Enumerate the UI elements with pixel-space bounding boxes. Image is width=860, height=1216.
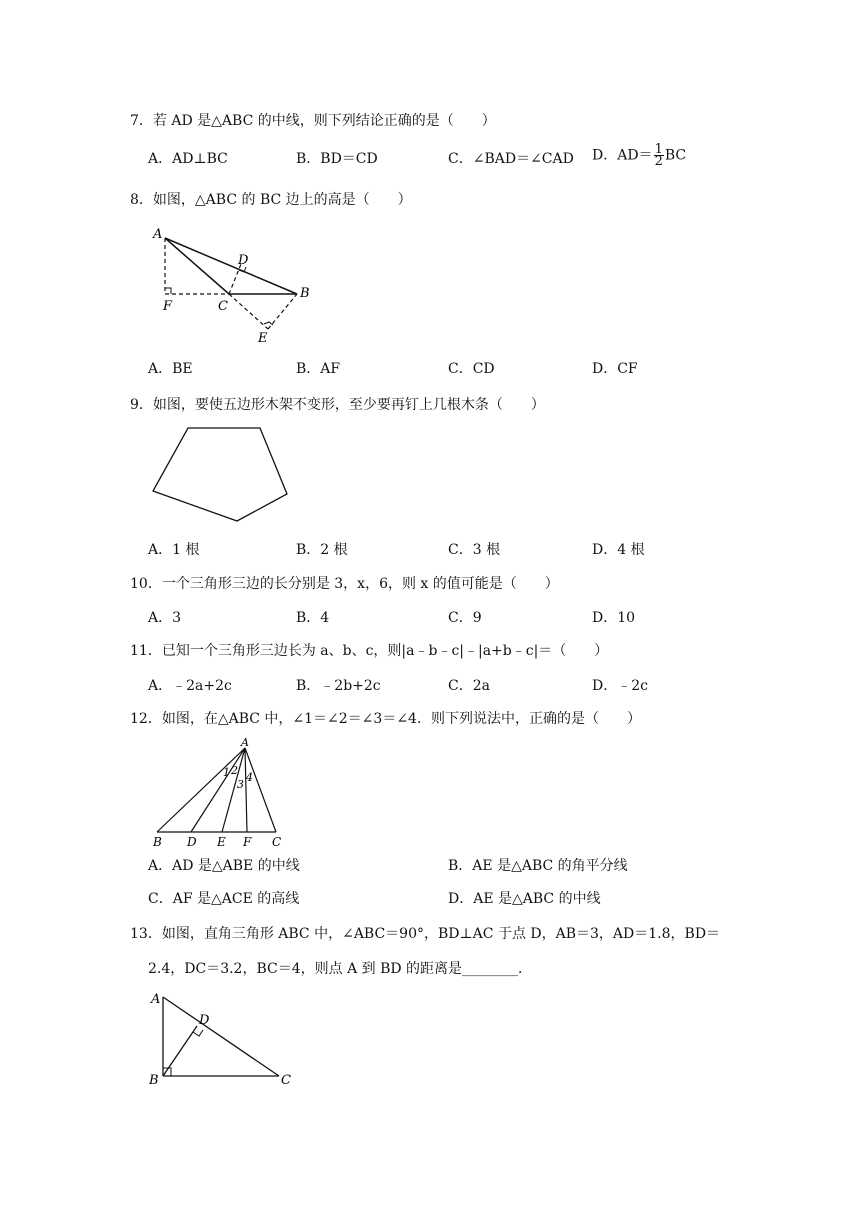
q11-stem: 11．已知一个三角形三边长为 a、b、c，则|a﹣b﹣c|﹣|a+b﹣c|＝（ ）	[130, 643, 609, 659]
right-angle-e	[264, 322, 273, 325]
label-b: B	[153, 835, 162, 849]
q12-stem: 12．如图，在△ABC 中，∠1＝∠2＝∠3＝∠4．则下列说法中，正确的是（ ）	[130, 711, 641, 727]
q7-option-d-prefix: D．AD＝	[592, 147, 653, 164]
q10-option-a[interactable]: A．3	[148, 610, 182, 626]
label-d: D	[199, 1013, 210, 1028]
q8-option-a[interactable]: A．BE	[148, 361, 193, 377]
q9-option-b[interactable]: B．2 根	[296, 542, 348, 558]
q12-option-c[interactable]: C．AF 是△ACE 的高线	[148, 891, 300, 907]
angle-1-label: 1	[223, 766, 230, 779]
q9-pentagon-figure	[150, 425, 295, 525]
q9-option-a[interactable]: A．1 根	[148, 542, 200, 558]
q10-option-b[interactable]: B．4	[296, 610, 330, 626]
angle-3-label: 3	[237, 778, 244, 791]
fraction-numerator: 1	[654, 142, 663, 157]
q13-figure	[145, 987, 300, 1092]
q10-stem: 10．一个三角形三边的长分别是 3，x，6，则 x 的值可能是（ ）	[130, 576, 559, 592]
q10-option-d[interactable]: D．10	[592, 610, 636, 626]
height-be	[268, 294, 297, 329]
segment-ac	[245, 748, 276, 832]
extension-ce	[229, 294, 268, 329]
q13-stem-line2: 2.4，DC＝3.2，BC＝4，则点 A 到 BD 的距离是________．	[148, 961, 533, 977]
q12-option-a[interactable]: A．AD 是△ABE 的中线	[148, 858, 300, 874]
label-c: C	[272, 835, 282, 849]
label-a: A	[151, 992, 161, 1007]
q11-option-d[interactable]: D．﹣2c	[592, 678, 648, 694]
q7-option-d[interactable]	[592, 144, 686, 167]
q7-option-a[interactable]: A．AD⊥BC	[148, 151, 228, 167]
pentagon	[153, 428, 287, 521]
label-e: E	[217, 835, 226, 849]
segment-ac	[165, 238, 229, 294]
q9-option-d[interactable]: D．4 根	[592, 542, 645, 558]
angle-4-label: 4	[246, 771, 253, 784]
label-a: A	[153, 227, 163, 242]
q13-stem-line1: 13．如图，直角三角形 ABC 中，∠ABC＝90°，BD⊥AC 于点 D，AB＝3，AD＝1.8，BD＝	[130, 926, 721, 942]
fraction	[654, 144, 664, 167]
right-angle-d	[193, 1030, 203, 1036]
q7-option-b[interactable]: B．BD＝CD	[296, 151, 378, 167]
label-d: D	[238, 253, 249, 268]
label-f: F	[243, 835, 252, 849]
fraction-denominator: 2	[654, 154, 663, 169]
segment-af	[245, 748, 247, 832]
q11-option-b[interactable]: B．﹣2b+2c	[296, 678, 381, 694]
q10-option-c[interactable]: C．9	[448, 610, 482, 626]
q12-option-b[interactable]: B．AE 是△ABC 的角平分线	[448, 858, 628, 874]
angle-2-label: 2	[231, 764, 238, 777]
q8-option-b[interactable]: B．AF	[296, 361, 341, 377]
q12-option-d[interactable]: D．AE 是△ABC 的中线	[448, 891, 601, 907]
label-f: F	[163, 299, 173, 314]
q7-option-c[interactable]: C．∠BAD＝∠CAD	[448, 151, 574, 167]
q8-option-c[interactable]: C．CD	[448, 361, 495, 377]
label-b: B	[300, 286, 310, 301]
q11-option-a[interactable]: A．﹣2a+2c	[148, 678, 232, 694]
label-a: A	[241, 736, 249, 749]
q9-option-c[interactable]: C．3 根	[448, 542, 501, 558]
label-b: B	[149, 1073, 159, 1088]
q7-option-d-suffix: BC	[664, 147, 687, 164]
q8-figure	[145, 222, 320, 347]
q11-option-c[interactable]: C．2a	[448, 678, 490, 694]
q7-stem: 7．若 AD 是△ABC 的中线，则下列结论正确的是（ ）	[130, 113, 496, 129]
q8-option-d[interactable]: D．CF	[592, 361, 638, 377]
q12-figure	[145, 734, 295, 850]
segment-ab	[165, 238, 297, 294]
label-c: C	[281, 1073, 291, 1088]
segment-ab	[157, 748, 245, 832]
label-c: C	[218, 299, 228, 314]
segment-ac	[163, 997, 279, 1076]
right-angle-f	[165, 288, 171, 294]
q8-stem: 8．如图，△ABC 的 BC 边上的高是（ ）	[130, 192, 412, 208]
label-e: E	[258, 331, 268, 346]
q9-stem: 9．如图，要使五边形木架不变形，至少要再钉上几根木条（ ）	[130, 397, 545, 413]
label-d: D	[187, 835, 197, 849]
